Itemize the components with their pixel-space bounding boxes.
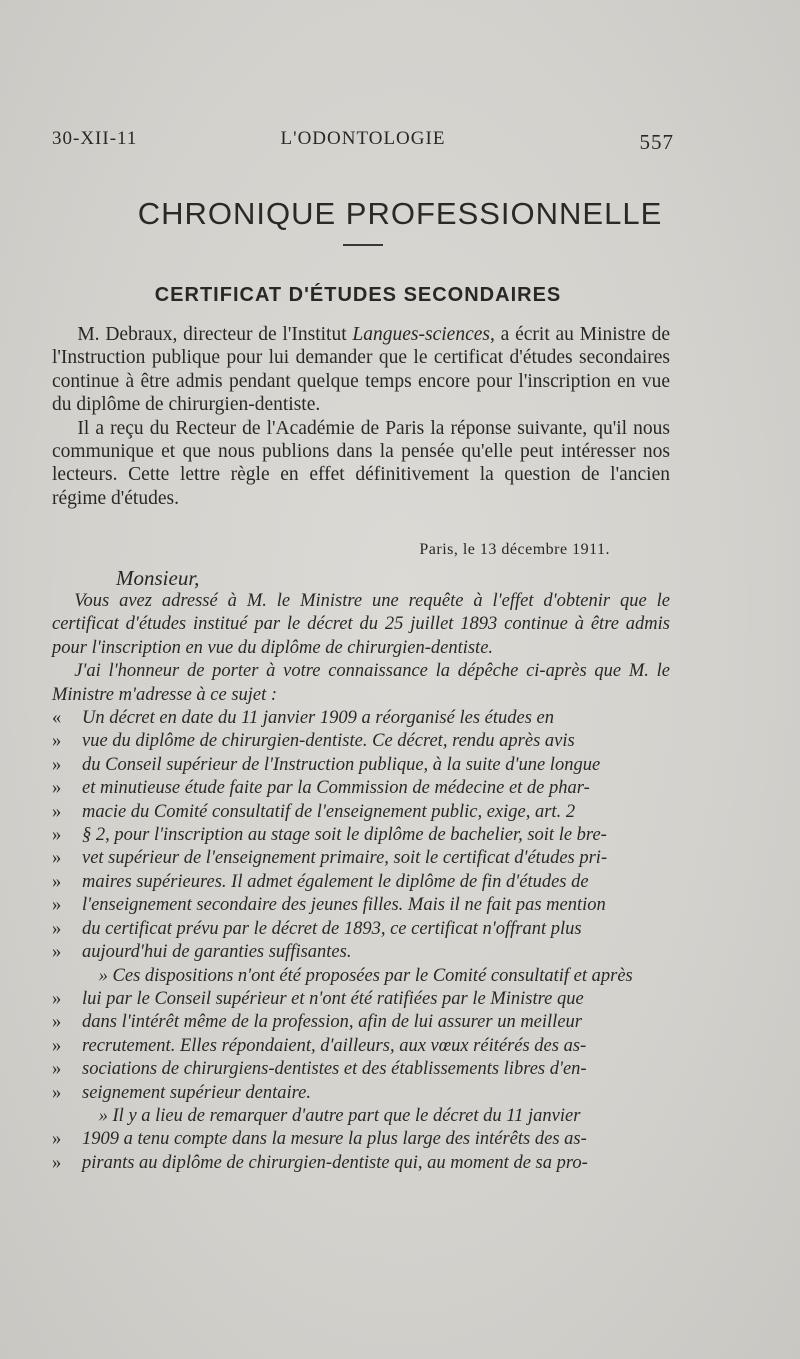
quote-line — [52, 918, 670, 941]
quote-line-text: » Il y a lieu de remarquer d'autre part que le décret du 11 janvier — [98, 1105, 581, 1126]
quote-mark: » — [52, 942, 62, 963]
quote-line-text: lui par le Conseil supérieur et n'ont été ratifiées par le Ministre que — [82, 988, 584, 1009]
intro-p1-start: M. Debraux, directeur de l'Institut — [77, 324, 353, 345]
quote-line-text: 1909 a tenu compte dans la mesure la plus large des intérêts des as- — [82, 1129, 587, 1150]
quote-mark: » — [52, 825, 62, 846]
quote-line-text: aujourd'hui de garanties suffisantes. — [82, 942, 352, 963]
quote-mark: » — [52, 918, 62, 939]
quote-line — [52, 894, 670, 917]
quote-mark: » — [52, 731, 62, 752]
header-date-code: 30-XII-11 — [52, 128, 138, 149]
quote-mark: » — [52, 1129, 62, 1150]
quote-line-text: vet supérieur de l'enseignement primaire, soit le certificat d'études pri- — [82, 848, 608, 869]
letter-paragraph-2: J'ai l'honneur de porter à votre connaissance la dépêche ci-après que M. le Ministre m'adresse à ce sujet : — [52, 661, 670, 705]
quote-line — [52, 730, 670, 753]
quote-line — [52, 1152, 670, 1175]
minister-dispatch-quote — [52, 707, 670, 1175]
page-number: 557 — [639, 130, 674, 154]
quote-mark: « — [52, 708, 62, 729]
quote-line — [52, 847, 670, 870]
quote-line — [52, 1058, 670, 1081]
quote-mark: » — [52, 1059, 62, 1080]
letter-body — [52, 590, 670, 1175]
quote-line-text: maires supérieures. Il admet également le diplôme de fin d'études de — [82, 871, 589, 892]
intro-p1-end: , a écrit au Ministre de l'Instruction publique pour lui demander que le certificat d'études secondaires continue à être admis pendant quelque temps encore pour l'inscription en vue du diplôme de chirurgien-dentiste. — [52, 324, 671, 416]
quote-line — [52, 1082, 670, 1105]
quote-line — [52, 1128, 670, 1151]
article-title: CERTIFICAT D'ÉTUDES SECONDAIRES — [154, 284, 562, 306]
quote-line — [52, 965, 670, 988]
quote-mark: » — [52, 1035, 62, 1056]
quote-mark: » — [52, 1012, 62, 1033]
quote-line-text: dans l'intérêt même de la profession, afin de lui assurer un meilleur — [82, 1012, 582, 1033]
quote-mark: » — [52, 1152, 62, 1173]
running-header — [52, 128, 674, 158]
quote-mark: » — [52, 895, 62, 916]
quote-mark: » — [52, 848, 62, 869]
quote-line-text: l'enseignement secondaire des jeunes filles. Mais il ne fait pas mention — [82, 895, 606, 916]
header-journal-title: L'ODONTOLOGIE — [280, 128, 446, 149]
quote-line-text: macie du Comité consultatif de l'enseignement public, exige, art. 2 — [82, 801, 576, 822]
quote-line — [52, 1105, 670, 1128]
letter-date: Paris, le 13 décembre 1911. — [419, 541, 610, 558]
quote-line-text: § 2, pour l'inscription au stage soit le diplôme de bachelier, soit le bre- — [82, 825, 607, 846]
quote-line-text: du Conseil supérieur de l'Instruction publique, à la suite d'une longue — [82, 754, 601, 775]
quote-line — [52, 941, 670, 964]
quote-mark: » — [52, 754, 62, 775]
quote-mark: » — [52, 871, 62, 892]
quote-line — [52, 1011, 670, 1034]
intro-paragraph-1 — [52, 323, 670, 417]
quote-mark: » — [52, 1082, 62, 1103]
quote-line-text: sociations de chirurgiens-dentistes et des établissements libres d'en- — [82, 1059, 587, 1080]
quote-mark: » — [52, 778, 62, 799]
quote-line-text: du certificat prévu par le décret de 1893, ce certificat n'offrant plus — [82, 918, 582, 939]
quote-mark: » — [52, 988, 62, 1009]
quote-line-text: vue du diplôme de chirurgien-dentiste. Ce décret, rendu après avis — [82, 731, 575, 752]
quote-line-text: » Ces dispositions n'ont été proposées par le Comité consultatif et après — [98, 965, 633, 986]
title-divider — [343, 244, 383, 246]
quote-line — [52, 1035, 670, 1058]
quote-mark: » — [52, 801, 62, 822]
quote-line — [52, 754, 670, 777]
quote-line — [52, 707, 670, 730]
quote-line-text: et minutieuse étude faite par la Commission de médecine et de phar- — [82, 778, 590, 799]
letter-salutation: Monsieur, — [116, 566, 200, 590]
quote-line — [52, 777, 670, 800]
quote-line-text: Un décret en date du 11 janvier 1909 a réorganisé les études en — [82, 708, 554, 729]
quote-line-text: pirants au diplôme de chirurgien-dentiste qui, au moment de sa pro- — [82, 1152, 588, 1173]
quote-line — [52, 801, 670, 824]
quote-line — [52, 824, 670, 847]
quote-line-text: seignement supérieur dentaire. — [82, 1082, 311, 1103]
quote-line — [52, 871, 670, 894]
letter-paragraph-1: Vous avez adressé à M. le Ministre une requête à l'effet d'obtenir que le certificat d'études institué par le décret du 25 juillet 1893 continue à être admis pour l'inscription en vue du diplôme de chirurgien-dentiste. — [52, 591, 670, 658]
intro-text — [52, 323, 670, 510]
quote-line — [52, 988, 670, 1011]
quote-line-text: recrutement. Elles répondaient, d'ailleurs, aux vœux réitérés des as- — [82, 1035, 587, 1056]
institute-name: Langues-sciences — [352, 324, 490, 345]
section-title: CHRONIQUE PROFESSIONNELLE — [137, 196, 663, 231]
intro-paragraph-2: Il a reçu du Recteur de l'Académie de Paris la réponse suivante, qu'il nous communique et que nous publions dans la pensée qu'elle peut intéresser nos lecteurs. Cette lettre règle en effet définitivement la question de l'ancien régime d'études. — [52, 417, 670, 509]
